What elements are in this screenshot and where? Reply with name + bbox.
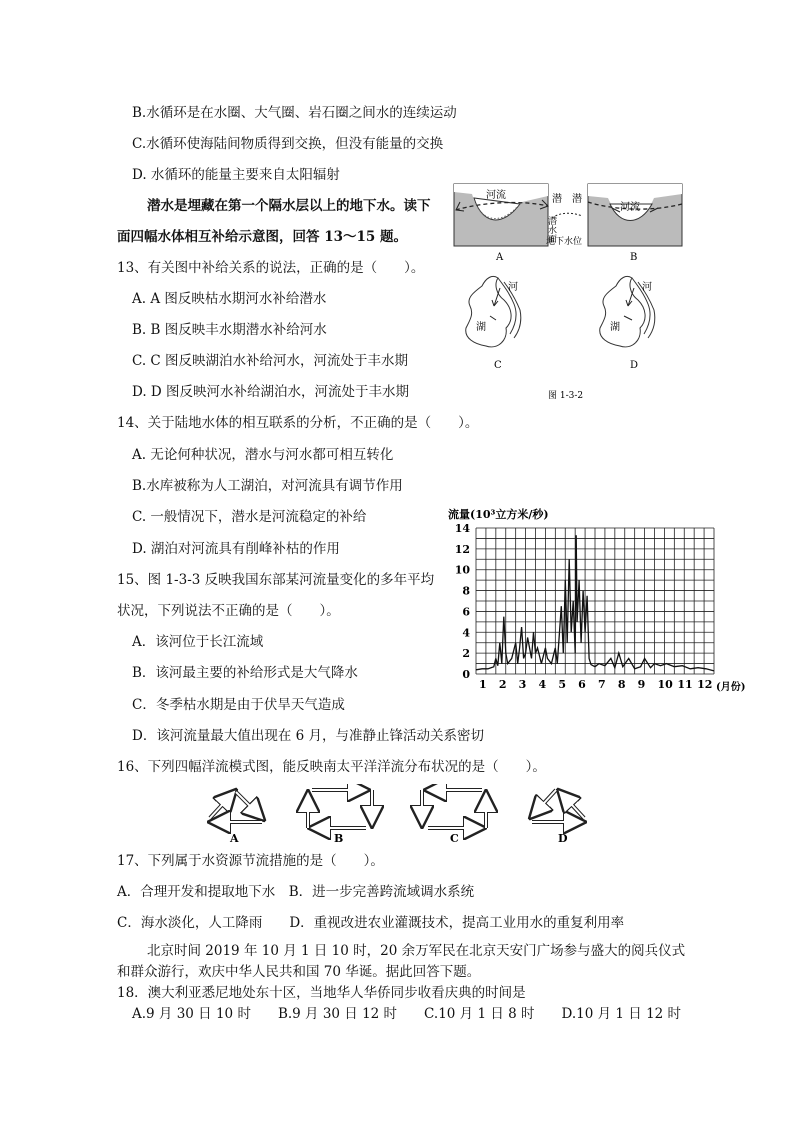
pattern-a-label: A xyxy=(230,832,239,845)
chart-ytick: 8 xyxy=(462,584,470,598)
pattern-d-label: D xyxy=(558,832,568,845)
q15-stem-line2: 状况，下列说法不正确的是（ ）。 xyxy=(117,603,340,619)
q14-stem: 14、关于陆地水体的相互联系的分析，不正确的是（ ）。 xyxy=(117,415,479,431)
panel-c-lake-label: 湖 xyxy=(476,322,486,333)
river-discharge-chart xyxy=(446,500,762,696)
panel-c-letter: C xyxy=(494,360,502,371)
pattern-a xyxy=(210,792,262,822)
submerged-surface-left: 潜 xyxy=(552,194,562,205)
q13-stem: 13、有关图中补给关系的说法，正确的是（ ）。 xyxy=(117,260,425,276)
groundwater-level-label: 地下水位 xyxy=(546,237,583,247)
q15-stem-line1: 15、图 1-3-3 反映我国东部某河流量变化的多年平均 xyxy=(117,572,435,588)
intro-13-15-line2: 面四幅水体相互补给示意图，回答 13～15 题。 xyxy=(117,229,407,245)
chart-ytick: 6 xyxy=(462,605,470,619)
chart-ytick: 2 xyxy=(462,647,470,661)
chart-ytick: 14 xyxy=(454,522,470,535)
q13-option-a: A. A 图反映枯水期河水补给潜水 xyxy=(132,291,327,307)
panel-c-river-label: 河 xyxy=(508,282,518,293)
q15-option-d: D．该河流量最大值出现在 6 月，与准静止锋活动关系密切 xyxy=(132,728,484,744)
q17-stem: 17、下列属于水资源节流措施的是（ ）。 xyxy=(117,853,384,869)
panel-b-river-label: 河流 xyxy=(620,202,640,213)
chart-ytick: 12 xyxy=(454,542,470,556)
chart-xtick: 11 xyxy=(677,678,693,691)
pattern-d xyxy=(532,790,584,822)
intro-18-line1: 北京时间 2019 年 10 月 1 日 10 时，20 余万军民在北京天安门广场参与盛大的阅兵仪式 xyxy=(147,943,686,959)
q14-option-c: C. 一般情况下，潜水是河流稳定的补给 xyxy=(132,509,367,525)
chart-xtick: 5 xyxy=(558,678,566,691)
chart-xtick: 9 xyxy=(637,678,646,691)
q12-option-b: B.水循环是在水圈、大气圈、岩石圈之间水的连续运动 xyxy=(132,105,457,121)
q12-option-c: C.水循环使海陆间物质得到交换，但没有能量的交换 xyxy=(132,136,444,152)
chart-xtick: 3 xyxy=(518,678,527,691)
q14-option-b: B.水库被称为人工湖泊，对河流具有调节作用 xyxy=(132,478,403,494)
q15-option-c: C．冬季枯水期是由于伏旱天气造成 xyxy=(132,697,345,713)
q15-option-a: A．该河位于长江流域 xyxy=(132,634,264,650)
submerged-surface-label: 潜水面 xyxy=(546,216,556,243)
chart-xtick: 1 xyxy=(479,678,487,691)
q17-options-cd: C．海水淡化，人工降雨 D．重视改进农业灌溉技术，提高工业用水的重复利用率 xyxy=(117,915,625,931)
figure-caption: 图 1-3-2 xyxy=(548,391,584,401)
chart-ylabel: 流量(10³立方米/秒) xyxy=(448,508,549,521)
chart-ytick: 4 xyxy=(462,626,470,640)
chart-xlabel: (月份) xyxy=(716,682,746,693)
chart-ytick: 0 xyxy=(462,668,470,681)
panel-a-river-label: 河流 xyxy=(486,190,506,201)
ocean-current-figure xyxy=(200,784,610,846)
q17-options-ab: A．合理开发和提取地下水 B．进一步完善跨流域调水系统 xyxy=(117,884,475,900)
pattern-b-label: B xyxy=(334,832,344,845)
pattern-b xyxy=(308,790,372,828)
q15-option-b: B．该河最主要的补给形式是大气降水 xyxy=(132,665,358,681)
q13-option-b: B. B 图反映丰水期潜水补给河水 xyxy=(132,322,327,338)
panel-d-letter: D xyxy=(630,360,639,371)
panel-a-letter: A xyxy=(496,252,504,263)
intro-13-15-line1: 潜水是埋藏在第一个隔水层以上的地下水。读下 xyxy=(147,198,431,214)
chart-xtick: 4 xyxy=(538,678,547,691)
panel-b-diagram xyxy=(588,184,682,246)
chart-xtick: 10 xyxy=(657,678,673,691)
chart-xtick: 7 xyxy=(598,678,606,691)
chart-xtick: 2 xyxy=(498,678,507,691)
pattern-c-label: C xyxy=(450,832,459,845)
q18-options: A.9 月 30 日 10 时 B.9 月 30 日 12 时 C.10 月 1 日 8 时 D.10 月 1 日 12 时 xyxy=(132,1006,682,1022)
q13-option-c: C. C 图反映湖泊水补给河水，河流处于丰水期 xyxy=(132,353,409,369)
chart-ytick: 10 xyxy=(454,563,470,577)
q12-option-d: D. 水循环的能量主要来自太阳辐射 xyxy=(132,167,340,183)
panel-d-river-label: 河 xyxy=(642,282,652,293)
chart-xtick: 12 xyxy=(697,678,713,691)
submerged-surface-right: 潜 xyxy=(572,194,582,205)
q16-stem: 16、下列四幅洋流模式图，能反映南太平洋洋流分布状况的是（ ）。 xyxy=(117,759,546,775)
q13-option-d: D. D 图反映河水补给湖泊水，河流处于丰水期 xyxy=(132,384,410,400)
panel-b-letter: B xyxy=(630,252,638,263)
pattern-c xyxy=(422,790,486,828)
chart-xtick: 8 xyxy=(617,678,626,691)
panel-d-lake-label: 湖 xyxy=(610,322,620,333)
water-recharge-figure xyxy=(452,182,684,402)
chart-xtick: 6 xyxy=(578,678,586,691)
q14-option-a: A. 无论何种状况，潜水与河水都可相互转化 xyxy=(132,447,394,463)
intro-18-line2: 和群众游行，欢庆中华人民共和国 70 华诞。据此回答下题。 xyxy=(117,964,481,980)
q18-stem: 18．澳大利亚悉尼地处东十区，当地华人华侨同步收看庆典的时间是 xyxy=(117,985,526,1001)
q14-option-d: D. 湖泊对河流具有削峰补枯的作用 xyxy=(132,541,340,557)
